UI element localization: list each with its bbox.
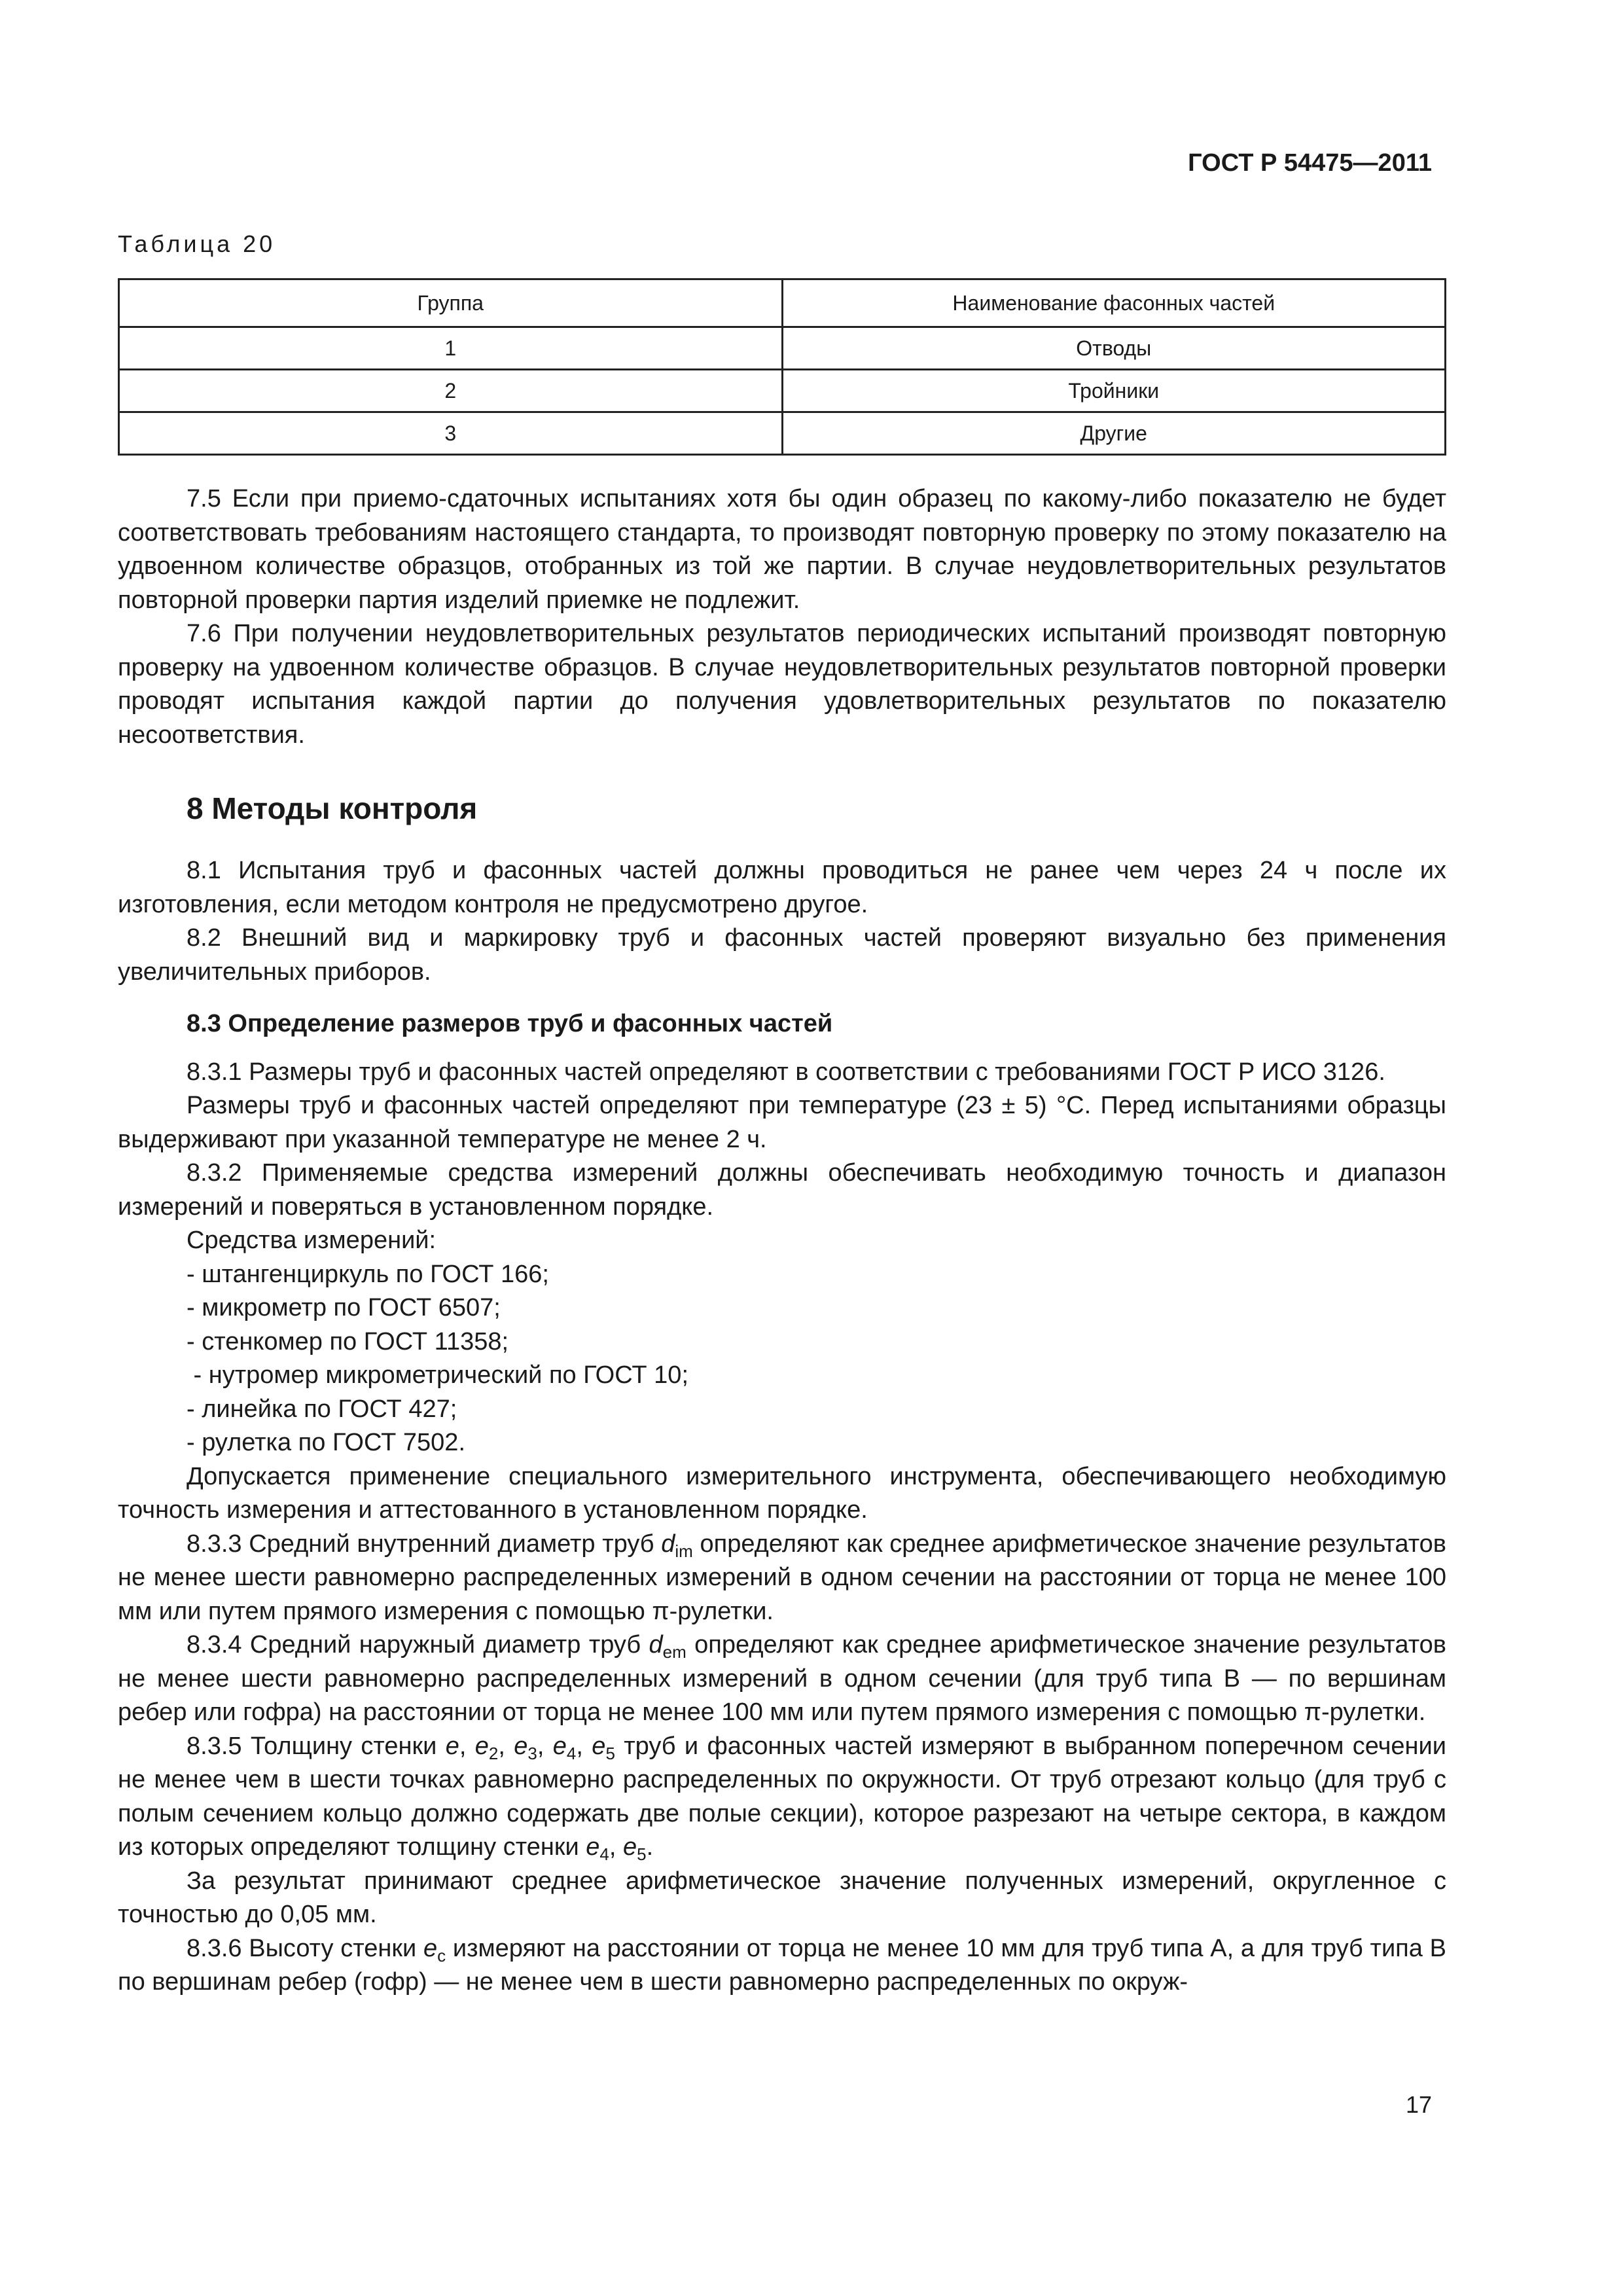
paragraph-8-3-1-temperature: Размеры труб и фасонных частей определяют при температуре (23 ± 5) °С. Перед испытаниями образцы выдерживают при указанной температуре не менее 2 ч. — [118, 1092, 1446, 1153]
table-cell: 3 — [119, 412, 783, 455]
paragraph-8-3-6: 8.3.6 Высоту стенки $e_c$ измеряют на расстоянии от торца не менее 10 мм для труб типа А, а для труб типа В по вершинам ребер (гофр) — не менее чем в шести равномерно распределенных по окруж- — [118, 1934, 1446, 1996]
standard-designation: ГОСТ Р 54475—2011 — [1188, 149, 1432, 177]
column-header-group: Группа — [119, 279, 783, 327]
column-header-name: Наименование фасонных частей — [782, 279, 1446, 327]
tools-list — [118, 1258, 1446, 1460]
paragraph-8-3-3: 8.3.3 Средний внутренний диаметр труб $d_{im}$ определяют как среднее арифметическое значение результатов не менее шести равномерно распределенных измерений в одном сечении на расстоянии от торца не менее 100 мм или путем прямого измерения с помощью π-рулетки. — [118, 1530, 1446, 1625]
table-row — [119, 412, 1446, 455]
tools-intro: Средства измерений: — [187, 1227, 437, 1254]
table-row — [119, 370, 1446, 412]
paragraph-8-3-2: 8.3.2 Применяемые средства измерений должны обеспечивать необходимую точность и диапазон измерений и поверяться в установленном порядке. — [118, 1159, 1446, 1221]
table-cell: Отводы — [782, 327, 1446, 370]
table-cell: 2 — [119, 370, 783, 412]
paragraph-8-3-1: 8.3.1 Размеры труб и фасонных частей определяют в соответствии с требованиями ГОСТ Р ИСО 3126. — [187, 1058, 1385, 1086]
paragraph-8-2: 8.2 Внешний вид и маркировку труб и фасонных частей проверяют визуально без применения увеличительных приборов. — [118, 924, 1446, 986]
paragraph-8-1: 8.1 Испытания труб и фасонных частей должны проводиться не ранее чем через 24 ч после их изготовления, если методом контроля не предусмотрено другое. — [118, 857, 1446, 918]
paragraph-8-3-5: 8.3.5 Толщину стенки e, $e_2$, $e_3$, $e_4$, $e_5$ труб и фасонных частей измеряют в выбранном поперечном сечении не менее чем в шести точках равномерно распределенных по окружности. От труб отрезают кольцо (для труб с полым сечением кольцо должно содержать две полые секции), которое разрезают на четыре сектора, в каждом из которых определяют толщину стенки $e_4$, $e_5$. — [118, 1732, 1446, 1864]
table-row — [119, 327, 1446, 370]
list-item: - рулетка по ГОСТ 7502. — [187, 1429, 465, 1456]
table-cell: 1 — [119, 327, 783, 370]
paragraph-special-instrument: Допускается применение специального измерительного инструмента, обеспечивающего необходимую точность измерения и аттестованного в установленном порядке. — [118, 1462, 1446, 1524]
page-number: 17 — [1405, 2091, 1432, 2118]
table-20 — [118, 278, 1446, 456]
table-cell: Другие — [782, 412, 1446, 455]
paragraph-result: За результат принимают среднее арифметическое значение полученных измерений, округленное с точностью до 0,05 мм. — [118, 1867, 1446, 1928]
table-header-row — [119, 279, 1446, 327]
list-item: - штангенциркуль по ГОСТ 166; — [187, 1260, 549, 1288]
list-item: - линейка по ГОСТ 427; — [187, 1395, 457, 1423]
table-caption: Таблица 20 — [118, 230, 276, 257]
table-cell: Тройники — [782, 370, 1446, 412]
paragraph-7-6: 7.6 При получении неудовлетворительных результатов периодических испытаний производят повторную проверку на удвоенном количестве образцов. В случае неудовлетворительных результатов повторной проверки проводят испытания каждой партии до получения удовлетворительных результатов по показателю несоответствия. — [118, 620, 1446, 749]
section-heading-8: 8 Методы контроля — [187, 791, 478, 825]
paragraph-8-3-4: 8.3.4 Средний наружный диаметр труб $d_{em}$ определяют как среднее арифметическое значение результатов не менее шести равномерно распределенных измерений в одном сечении (для труб типа В — по вершинам ребер или гофра) на расстоянии от торца не менее 100 мм или путем прямого измерения с помощью π-рулетки. — [118, 1631, 1446, 1726]
list-item: - микрометр по ГОСТ 6507; — [187, 1294, 501, 1321]
list-item: - нутромер микрометрический по ГОСТ 10; — [187, 1361, 688, 1389]
document-body — [118, 482, 1446, 2000]
paragraph-7-5: 7.5 Если при приемо-сдаточных испытаниях хотя бы один образец по какому-либо показателю не будет соответствовать требованиям настоящего стандарта, то производят повторную проверку по этому показателю на удвоенном количестве образцов, отобранных из той же партии. В случае неудовлетворительных результатов повторной проверки партия изделий приемке не подлежит. — [118, 485, 1446, 614]
list-item: - стенкомер по ГОСТ 11358; — [187, 1327, 509, 1355]
subsection-heading-8-3: 8.3 Определение размеров труб и фасонных частей — [187, 1010, 833, 1037]
